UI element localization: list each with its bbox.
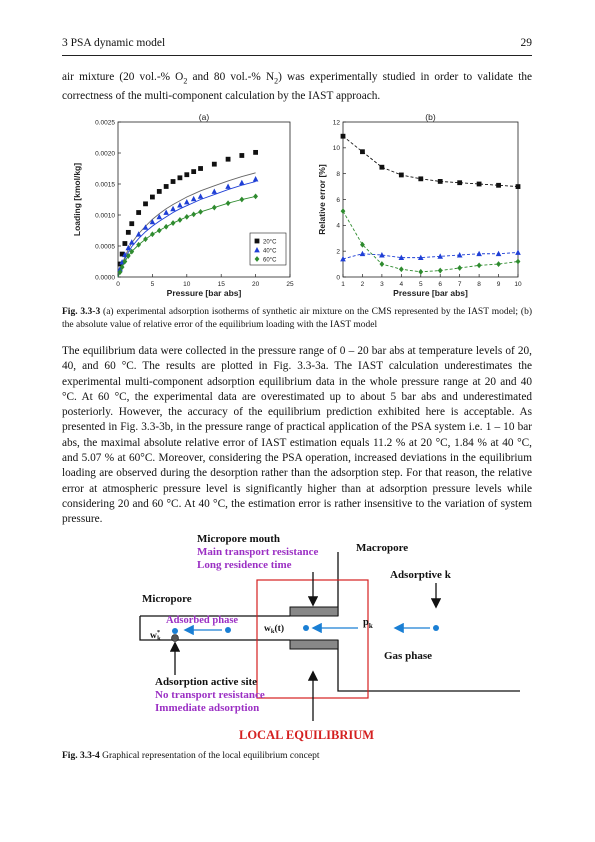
panel-a-point	[253, 150, 258, 155]
panel-b-point	[438, 179, 443, 184]
panel-a-xlabel: Pressure [bar abs]	[166, 288, 242, 298]
panel-b-xtick-label: 1	[341, 281, 345, 288]
panel-a-point	[178, 175, 183, 180]
label-gas-phase: Gas phase	[384, 650, 432, 662]
panel-a-point	[143, 201, 148, 206]
panel-b-xtick-label: 7	[457, 281, 462, 288]
panel-b-point	[477, 182, 482, 187]
panel-a-ytick-label: 0.0020	[95, 150, 115, 158]
panel-b-point	[399, 173, 404, 178]
label-no-transport: No transport resistance	[155, 689, 265, 701]
panel-a-legend-label: 60°C	[263, 257, 277, 264]
panel-a-point	[157, 189, 162, 194]
panel-a-point	[171, 179, 176, 184]
panel-b-xtick-label: 2	[360, 281, 365, 288]
panel-b-ytick-label: 2	[336, 248, 340, 256]
label-micropore-mouth: Micropore mouth	[197, 533, 280, 545]
panel-b-xtick-label: 8	[477, 281, 481, 288]
panel-a-point	[122, 241, 127, 246]
intro-paragraph: air mixture (20 vol.-% $O_2$ and 80 vol.-% $N_2$) was experimentally studied in order to validate the correctness of the multi-component calculation by the IAST approach.	[62, 71, 533, 102]
panel-a-point	[150, 195, 155, 200]
panel-a-ytick-label: 0.0015	[95, 181, 115, 189]
panel-b-point	[418, 176, 423, 181]
panel-a-point	[136, 210, 141, 215]
label-wk-star: w* k	[150, 629, 161, 642]
pore-mouth-lower-block	[290, 640, 338, 649]
panel-b-xtick-label: 9	[496, 281, 501, 288]
panel-a-point	[126, 230, 131, 235]
panel-b-point	[379, 165, 384, 170]
panel-a-label: (a)	[198, 112, 210, 122]
panel-b-point	[496, 183, 501, 188]
label-pk: $p_k$	[363, 617, 373, 630]
panel-a-ylabel: Loading [kmol/kg]	[72, 162, 82, 237]
panel-b-ytick-label: 12	[332, 119, 340, 127]
panel-a-ytick-label: 0.0000	[95, 274, 115, 282]
panel-b-point	[516, 184, 521, 189]
page-number: 29	[520, 37, 532, 49]
panel-a-xtick-label: 25	[286, 281, 294, 288]
label-macropore: Macropore	[356, 542, 409, 554]
panel-b-xtick-label: 6	[438, 281, 443, 288]
panel-a-xtick-label: 10	[183, 281, 191, 288]
chapter-title: 3 PSA dynamic model	[62, 37, 166, 49]
figure-3-3-4-caption: Fig. 3.3-4 Graphical representation of the local equilibrium concept	[62, 751, 320, 761]
molecule-micropore	[225, 627, 231, 633]
panel-a-xtick-label: 0	[116, 281, 120, 288]
label-main-transport: Main transport resistance	[197, 546, 319, 558]
panel-b-label: (b)	[425, 112, 436, 122]
results-paragraph: The equilibrium data were collected in the pressure range of 0 – 20 bar abs at temperature levels of 20, 40, and 60 °C. The results are plotted in Fig. 3.3-3a. The IAST calculation underestimates the experimental multi-component adsorption equilibrium data in the whole pressure range at 20 and 40 °C. At 60 °C, the experimental data are overestimated up to about 5 bar abs and underestimated posteriorly. However, the accuracy of the equilibrium prediction exhibited here is acceptable. As presented in Fig. 3.3-3b, in the pressure range of practical application of the PSA system i.e. 1 – 10 bar abs, the maximal absolute relative error of IAST estimation equals 11.2 % at 20 °C, 1.84 % at 40 °C, and 5.07 % at 60°C. Moreover, considering the PSA operation, increased deviations in the equilibrium loading are observed during the desorption rather than the adsorption step. For that reason, the relative error at atmospheric pressure level is significantly higher than at adsorption pressure levels while considering 20 and 60 °C. At 40 °C, the estimation error is rather insensitive to the variation of system pressure.	[62, 345, 532, 526]
panel-a-ytick-label: 0.0010	[95, 212, 115, 220]
panel-b-ytick-label: 0	[336, 274, 340, 282]
figure-3-3-4	[0, 528, 595, 743]
panel-a-point	[164, 184, 169, 189]
label-immediate: Immediate adsorption	[155, 702, 260, 714]
panel-a-point	[184, 172, 189, 177]
panel-b-ylabel: Relative error [%]	[317, 164, 327, 235]
panel-b-ytick-label: 6	[336, 196, 340, 204]
panel-b-ytick-label: 8	[336, 170, 340, 178]
panel-b-xtick-label: 5	[418, 281, 423, 288]
figure-3-3-3-caption: Fig. 3.3-3 (a) experimental adsorption isotherms of synthetic air mixture on the CMS represented by the IAST model; (b) the absolute value of relative error of the equilibrium loading with the IAST model	[62, 307, 532, 330]
panel-b-xtick-label: 3	[380, 281, 384, 288]
panel-a-xtick-label: 5	[150, 281, 155, 288]
panel-a-point	[191, 169, 196, 174]
panel-b-point	[457, 180, 462, 185]
panel-b-point	[341, 134, 346, 139]
macropore-lower-wall	[338, 640, 520, 691]
panel-a-xtick-label: 15	[217, 281, 225, 288]
label-micropore: Micropore	[142, 593, 192, 605]
panel-a-legend-label: 20°C	[263, 239, 277, 246]
label-local-equilibrium: LOCAL EQUILIBRIUM	[239, 728, 375, 742]
panel-b-ytick-label: 4	[336, 222, 340, 230]
panel-b-point	[360, 149, 365, 154]
panel-b-ytick-label: 10	[332, 145, 340, 153]
panel-a-point	[198, 166, 203, 171]
label-wk-t: $w_k(t)$	[264, 624, 284, 635]
panel-b-xlabel: Pressure [bar abs]	[393, 288, 468, 298]
label-adsorbed-phase: Adsorbed phase	[166, 615, 239, 626]
panel-a-point	[212, 162, 217, 167]
panel-b-xtick-label: 4	[399, 281, 404, 288]
panel-b-frame	[343, 122, 518, 277]
label-active-site: Adsorption active site	[155, 676, 258, 688]
pore-mouth-upper-block	[290, 607, 338, 616]
label-adsorptive-k: Adsorptive k	[390, 569, 451, 581]
panel-a-legend-marker	[255, 239, 260, 244]
figure-3-3-3	[0, 110, 595, 300]
panel-a-ytick-label: 0.0005	[95, 243, 115, 251]
molecule-gas	[433, 625, 439, 631]
panel-a-point	[239, 153, 244, 158]
panel-a-point	[226, 157, 231, 162]
panel-a-point	[129, 221, 134, 226]
label-long-residence: Long residence time	[197, 559, 292, 571]
panel-b-xtick-label: 10	[514, 281, 522, 288]
active-site-dot	[172, 635, 179, 642]
running-header	[62, 37, 532, 56]
panel-a-xtick-label: 20	[251, 281, 260, 288]
molecule-adsorbed	[172, 628, 178, 634]
panel-a-legend-label: 40°C	[263, 248, 277, 255]
panel-a-ytick-label: 0.0025	[95, 119, 115, 127]
molecule-mouth	[303, 625, 309, 631]
